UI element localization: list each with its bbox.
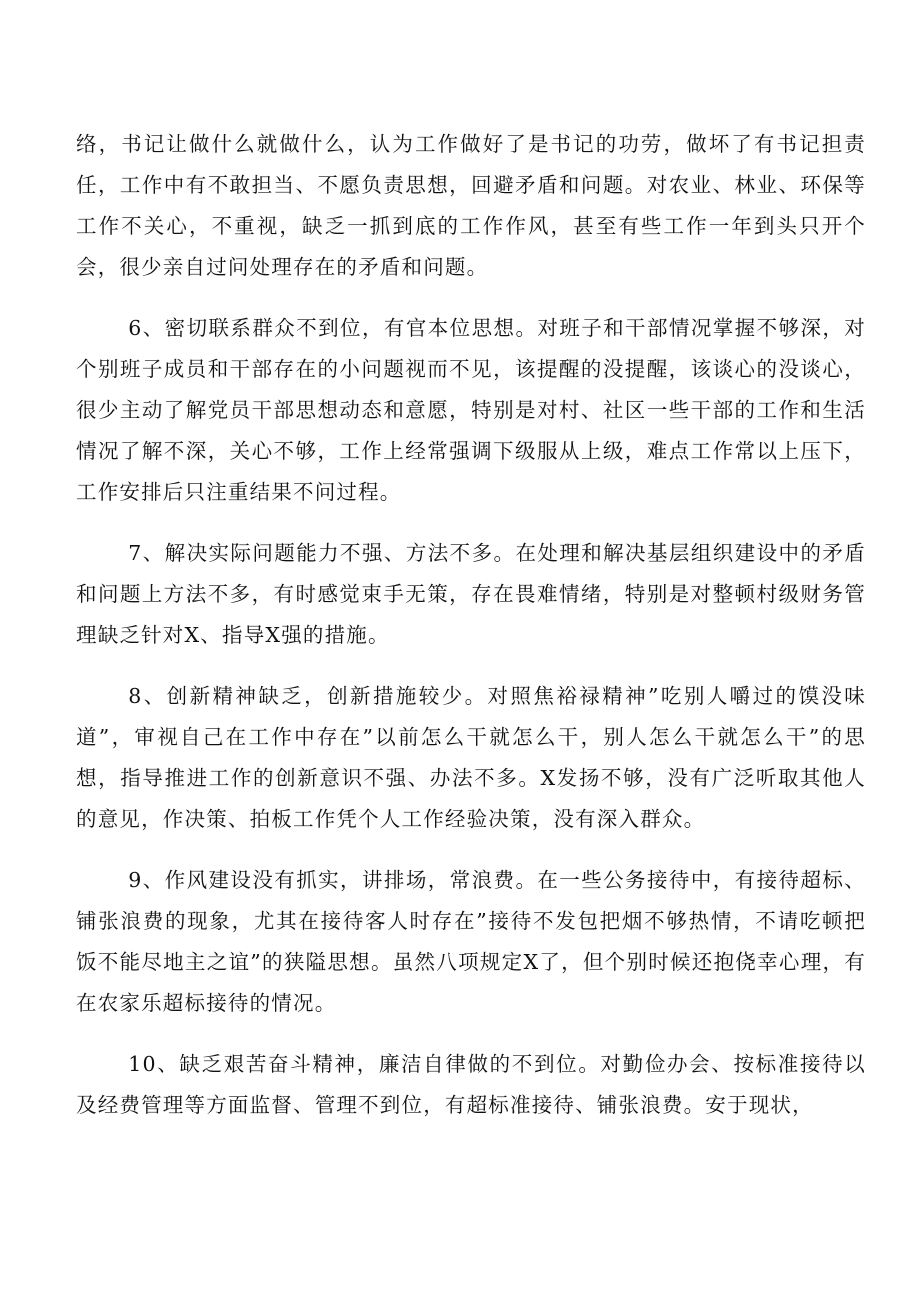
paragraph-item-6: 6、密切联系群众不到位，有官本位思想。对班子和干部情况掌握不够深，对个别班子成员和干部存在的小问题视而不见，该提醒的没提醒，该谈心的没谈心，很少主动了解党员干部思想动态和意愿，特别是对村、社区一些干部的工作和生活情况了解不深，关心不够，工作上经常强调下级服从上级，难点工作常以上压下，工作安排后只注重结果不问过程。 [76, 316, 866, 504]
paragraph-continuation: 络，书记让做什么就做什么，认为工作做好了是书记的功劳，做坏了有书记担责任，工作中有不敢担当、不愿负责思想，回避矛盾和问题。对农业、林业、环保等工作不关心，不重视，缺乏一抓到底的工作作风，甚至有些工作一年到头只开个会，很少亲自过问处理存在的矛盾和问题。 [76, 132, 866, 279]
paragraph-item-7: 7、解决实际问题能力不强、方法不多。在处理和解决基层组织建设中的矛盾和问题上方法不多，有时感觉束手无策，存在畏难情绪，特别是对整顿村级财务管理缺乏针对X、指导X强的措施。 [76, 541, 866, 647]
paragraph-item-10: 10、缺乏艰苦奋斗精神，廉洁自律做的不到位。对勤俭办会、按标准接待以及经费管理等方面监督、管理不到位，有超标准接待、铺张浪费。安于现状， [76, 1052, 866, 1117]
paragraph-item-9: 9、作风建设没有抓实，讲排场，常浪费。在一些公务接待中，有接待超标、铺张浪费的现象，尤其在接待客人时存在”接待不发包把烟不够热情，不请吃顿把饭不能尽地主之谊”的狭隘思想。虽然八项规定X了，但个别时候还抱侥幸心理，有在农家乐超标接待的情况。 [76, 868, 866, 1015]
paragraph-item-8: 8、创新精神缺乏，创新措施较少。对照焦裕禄精神”吃别人嚼过的馍没味道”，审视自己在工作中存在”以前怎么干就怎么干，别人怎么干就怎么干”的思想，指导推进工作的创新意识不强、办法不多。X发扬不够，没有广泛听取其他人的意见，作决策、拍板工作凭个人工作经验决策，没有深入群众。 [76, 684, 866, 831]
document-body [76, 124, 866, 1146]
